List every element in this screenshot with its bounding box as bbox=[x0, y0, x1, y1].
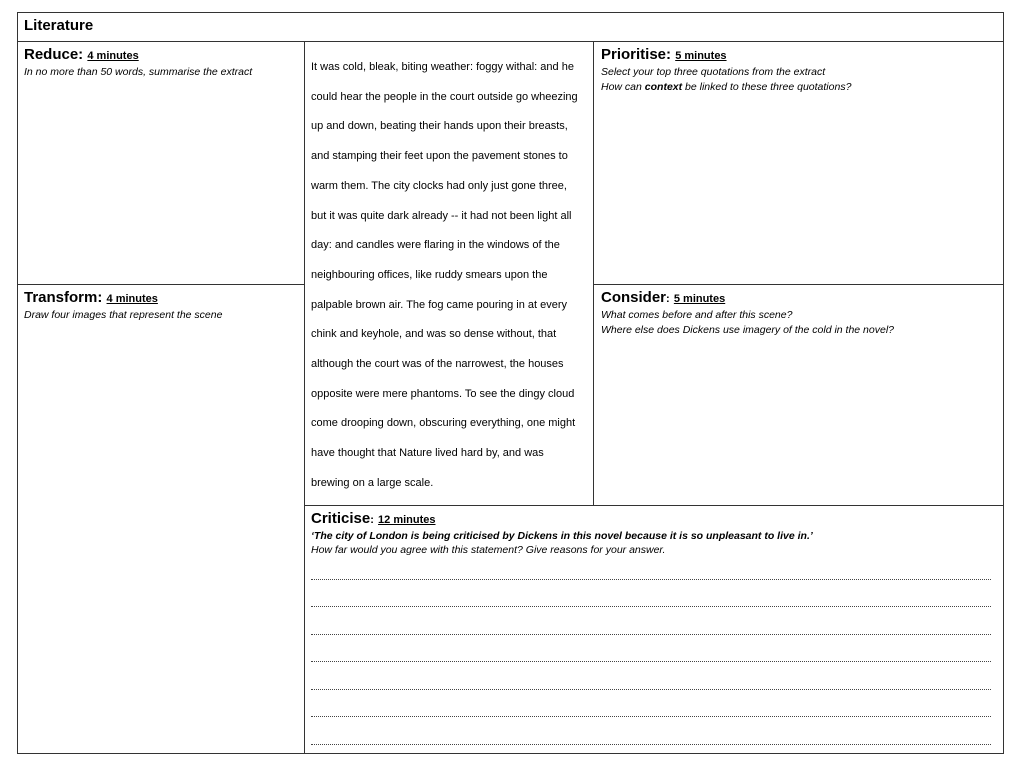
consider-minutes: 5 minutes bbox=[673, 293, 726, 305]
extract-line: but it was quite dark already -- it had not been light all bbox=[311, 209, 572, 222]
prioritise-instruction-2-bold: context bbox=[644, 81, 683, 93]
answer-line[interactable] bbox=[311, 689, 991, 690]
extract-line: neighbouring offices, like ruddy smears upon the bbox=[311, 268, 548, 281]
reduce-instruction: In no more than 50 words, summarise the extract bbox=[24, 66, 253, 78]
extract-line: and stamping their feet upon the pavement stones to bbox=[311, 150, 568, 163]
page-title: Literature bbox=[24, 17, 94, 34]
right-column-divider bbox=[593, 41, 594, 505]
prioritise-instruction-2-post: be linked to these three quotations? bbox=[682, 81, 852, 93]
reduce-section bbox=[24, 46, 300, 80]
criticise-quote: ‘The city of London is being criticised by Dickens in this novel because it is so unpleasant to live in.’ bbox=[311, 530, 813, 542]
prioritise-minutes: 5 minutes bbox=[675, 50, 727, 62]
left-column-divider bbox=[304, 41, 305, 754]
transform-heading: Transform: bbox=[24, 289, 103, 306]
consider-colon: : bbox=[666, 293, 670, 305]
answer-line[interactable] bbox=[311, 606, 991, 607]
answer-line[interactable] bbox=[311, 634, 991, 635]
criticise-section bbox=[311, 510, 999, 557]
extract-line: opposite were mere phantoms. To see the dingy cloud bbox=[311, 387, 575, 400]
extract-line: chink and keyhole, and was so dense without, that bbox=[311, 328, 557, 341]
prioritise-instruction-2 bbox=[601, 80, 999, 95]
reduce-heading: Reduce: bbox=[24, 46, 84, 63]
extract-line: day: and candles were flaring in the windows of the bbox=[311, 239, 560, 252]
transform-instruction: Draw four images that represent the scene bbox=[24, 309, 223, 321]
prioritise-section bbox=[601, 46, 999, 95]
consider-instruction-2: Where else does Dickens use imagery of the cold in the novel? bbox=[601, 324, 894, 336]
criticise-heading: Criticise bbox=[311, 510, 371, 527]
criticise-question: How far would you agree with this statement? Give reasons for your answer. bbox=[311, 544, 666, 556]
answer-line[interactable] bbox=[311, 579, 991, 580]
consider-instruction-1: What comes before and after this scene? bbox=[601, 309, 793, 321]
extract-line: warm them. The city clocks had only just gone three, bbox=[311, 179, 567, 192]
reduce-heading-line bbox=[24, 46, 300, 65]
prioritise-instruction-2-pre: How can bbox=[601, 81, 645, 93]
answer-line[interactable] bbox=[311, 661, 991, 662]
criticise-heading-line bbox=[311, 510, 999, 529]
reduce-minutes: 4 minutes bbox=[87, 50, 139, 62]
transform-minutes: 4 minutes bbox=[106, 293, 158, 305]
extract-line: brewing on a large scale. bbox=[311, 476, 434, 489]
transform-section bbox=[24, 289, 300, 323]
prioritise-heading: Prioritise: bbox=[601, 46, 672, 63]
extract-line: It was cold, bleak, biting weather: foggy withal: and he bbox=[311, 61, 574, 73]
extract-line: could hear the people in the court outside go wheezing bbox=[311, 90, 578, 103]
prioritise-instruction-1: Select your top three quotations from the extract bbox=[601, 66, 826, 78]
answer-line[interactable] bbox=[311, 716, 991, 717]
extract-text bbox=[311, 53, 589, 499]
consider-heading-line bbox=[601, 289, 999, 308]
extract-line: come drooping down, obscuring everything, one might bbox=[311, 417, 576, 430]
criticise-colon: : bbox=[370, 514, 374, 526]
transform-heading-line bbox=[24, 289, 300, 308]
reduce-transform-divider bbox=[17, 284, 305, 285]
extract-line: although the court was of the narrowest, the houses bbox=[311, 358, 564, 371]
criticise-minutes: 12 minutes bbox=[378, 514, 436, 526]
extract-line: have thought that Nature lived hard by, and was bbox=[311, 447, 544, 460]
extract-line: palpable brown air. The fog came pouring in at every bbox=[311, 298, 568, 311]
extract-line: up and down, beating their hands upon their breasts, bbox=[311, 120, 568, 133]
consider-heading: Consider bbox=[601, 289, 667, 306]
answer-line[interactable] bbox=[311, 744, 991, 745]
criticise-top-divider bbox=[304, 505, 1004, 506]
consider-section bbox=[601, 289, 999, 338]
prioritise-consider-divider bbox=[593, 284, 1004, 285]
title-divider bbox=[17, 41, 1004, 42]
prioritise-heading-line bbox=[601, 46, 999, 65]
